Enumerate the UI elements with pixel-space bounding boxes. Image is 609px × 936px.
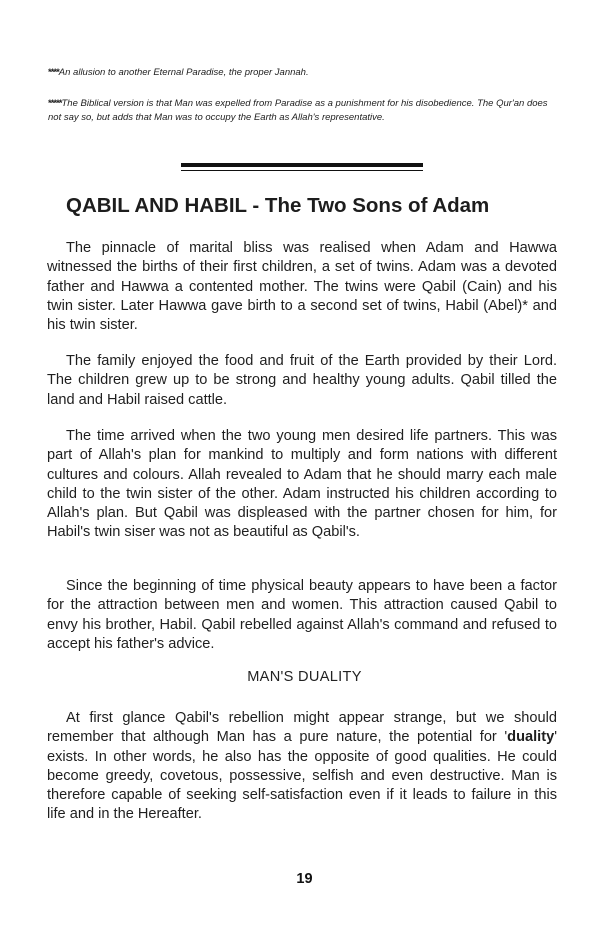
section-subheading: MAN'S DUALITY xyxy=(247,669,362,685)
paragraph-duality xyxy=(47,709,557,825)
page-number: 19 xyxy=(296,871,313,887)
divider-thick-rule xyxy=(181,163,423,167)
footnote-text: An allusion to another Eternal Paradise, the proper Jannah. xyxy=(58,67,309,78)
footnote-1 xyxy=(48,66,558,80)
footnote-2 xyxy=(48,97,558,125)
divider-thin-rule xyxy=(181,170,423,171)
duality-text-end: ' exists. In other words, he also has the opposite of good qualities. He could become greedy, covetous, possessive, selfish and even destructive. Man is therefore capable of seeking self-satisfaction even if it leads to failure in this life and in the Hereafter. xyxy=(47,729,557,823)
duality-text-start: At first glance Qabil's rebellion might appear strange, but we should remember that although Man has a pure nature, the potential for ' xyxy=(47,710,557,746)
paragraph-beauty: Since the beginning of time physical beauty appears to have been a factor for the attraction between men and women. This attraction caused Qabil to envy his brother, Habil. Qabil rebelled against Allah's command and refused to accept his father's advice. xyxy=(47,578,557,652)
chapter-heading: QABIL AND HABIL - The Two Sons of Adam xyxy=(66,194,490,217)
footnote-text: The Biblical version is that Man was expelled from Paradise as a punishment for his disobedience. The Qur'an does not say so, but adds that Man was to occupy the Earth as Allah's representative. xyxy=(48,98,548,123)
duality-term: duality xyxy=(507,729,555,746)
paragraph-family: The family enjoyed the food and fruit of the Earth provided by their Lord. The children grew up to be strong and healthy young adults. Qabil tilled the land and Habil raised cattle. xyxy=(47,353,557,408)
paragraph-twins: The pinnacle of marital bliss was realised when Adam and Hawwa witnessed the births of their first children, a set of twins. Adam was a devoted father and Hawwa a contented mother. The twins were Qabil (Cain) and his twin sister. Later Hawwa gave birth to a second set of twins, Habil (Abel)* and his twin sister. xyxy=(47,240,557,334)
section-divider xyxy=(181,163,423,171)
footnote-marker: ***** xyxy=(48,98,62,109)
footnote-marker: **** xyxy=(48,67,59,78)
paragraph-partners: The time arrived when the two young men desired life partners. This was part of Allah's plan for mankind to multiply and form nations with different cultures and colours. Allah revealed to Adam that he should marry each male child to the twin sister of the other. Adam instructed his children according to Allah's plan. But Qabil was displeased with the partner chosen for him, for Habil's twin siser was not as beautiful as Qabil's. xyxy=(47,428,557,541)
